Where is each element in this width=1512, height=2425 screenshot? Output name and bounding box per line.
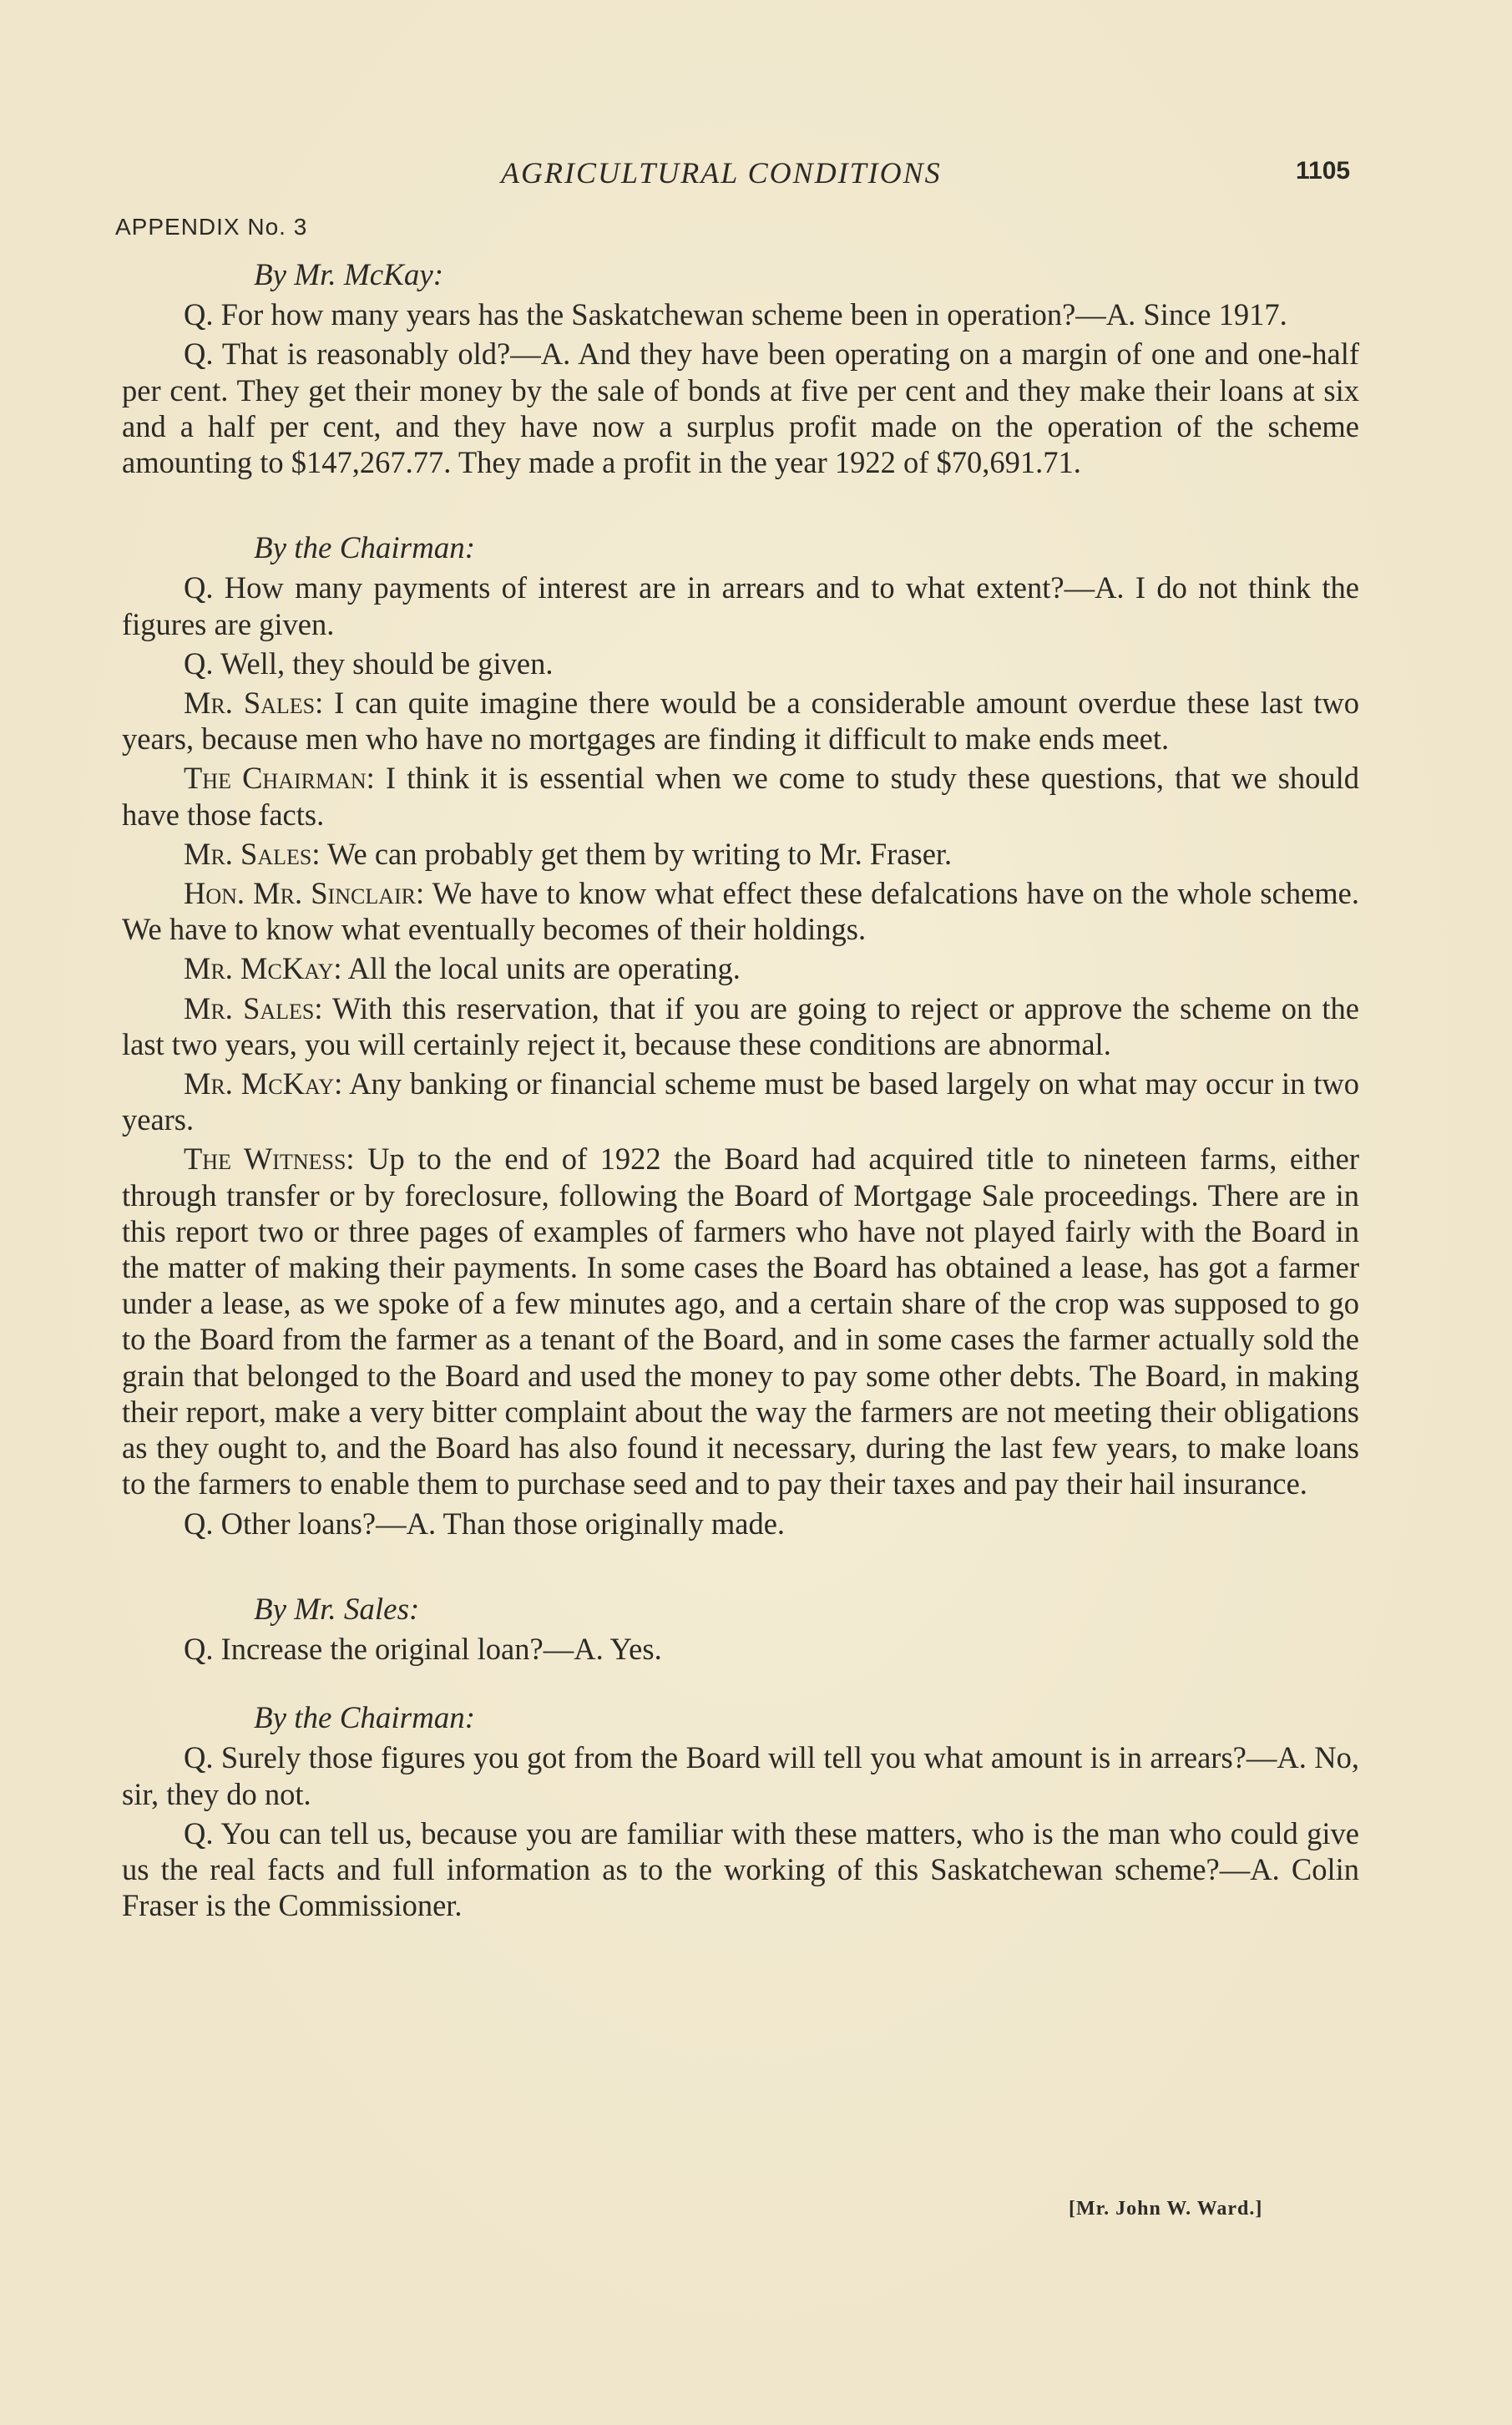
paragraph: Q. Other loans?—A. Than those originally made. — [184, 1506, 786, 1541]
paragraph: Q. Increase the original loan?—A. Yes. — [184, 1631, 662, 1666]
attribution: [Mr. John W. Ward.] — [1069, 2198, 1263, 2220]
speech-text: I can quite imagine there would be a considerable amount overdue these last two years, because men who have no mortgages are finding it difficult to make ends meet. — [122, 686, 1359, 757]
paragraph: Q. For how many years has the Saskatchewan scheme been in operation?—A. Since 1917. — [184, 297, 1287, 332]
running-title: AGRICULTURAL CONDITIONS — [501, 156, 942, 190]
paragraph — [122, 950, 1359, 986]
appendix-label: APPENDIX No. 3 — [115, 214, 308, 240]
paragraph — [122, 875, 1359, 947]
paragraph: Q. That is reasonably old?—A. And they have been operating on a margin of one and one-half per cent. They get their money by the sale of bonds at five per cent and they make their loans at six and a half per cent, and they have now a surplus profit made on the operation of the scheme amounting to $147,267.77. They made a profit in the year 1922 of $70,691.71. — [122, 337, 1359, 480]
paragraph — [122, 685, 1359, 757]
speech-text: With this reservation, that if you are going to reject or approve the scheme on the last two years, you will certainly reject it, because these conditions are abnormal. — [122, 990, 1359, 1061]
speech-text: We have to know what effect these defalcations have on the whole scheme. We have to know what eventually becomes of their holdings. — [122, 876, 1359, 947]
speaker-name: Hon. Mr. Sinclair: — [184, 876, 425, 911]
section-heading: By the Chairman: — [254, 1701, 476, 1736]
paragraph: Q. Well, they should be given. — [184, 645, 554, 681]
speech-text: Any banking or financial scheme must be based largely on what may occur in two years. — [122, 1066, 1359, 1137]
speaker-name: The Chairman: — [184, 761, 375, 796]
speech-text: We can probably get them by writing to Mr. Fraser. — [320, 836, 953, 871]
paragraph: Q. Surely those figures you got from the Board will tell you what amount is in arrears?—A. No, sir, they do not. — [122, 1740, 1359, 1811]
speaker-name: Mr. McKay: — [184, 1066, 343, 1101]
speaker-name: Mr. Sales: — [184, 836, 321, 871]
speech-text: Up to the end of 1922 the Board had acquired title to nineteen farms, either through transfer or by foreclosure, following the Board of Mortgage Sale proceedings. There are in this report two or three pages of examples of farmers who have not played fairly with the Board in the matter of making their payments. In some cases the Board has obtained a lease, has got a farmer under a lease, as we spoke of a few minutes ago, and a certain share of the crop was supposed to go to the Board from the farmer as a tenant of the Board, and in some cases the farmer actually sold the grain that belonged to the Board and used the money to pay some other debts. The Board, in making their report, make a very bitter complaint about the way the farmers are not meeting their obligations as they ought to, and the Board has also found it necessary, during the last few years, to make loans to the farmers to enable them to purchase seed and to pay their taxes and pay their hail insurance. — [122, 1142, 1359, 1501]
speaker-name: Mr. Sales: — [184, 990, 323, 1025]
paragraph: Q. You can tell us, because you are familiar with these matters, who is the man who could give us the real facts and full information as to the working of this Saskatchewan scheme?—A. Colin Fraser is the Commissioner. — [122, 1815, 1359, 1923]
section-heading: By Mr. McKay: — [254, 258, 444, 292]
paragraph — [122, 1066, 1359, 1137]
paragraph — [122, 760, 1359, 832]
page-number: 1105 — [1296, 157, 1351, 185]
speaker-name: Mr. Sales: — [184, 686, 324, 721]
speech-text: I think it is essential when we come to study these questions, that we should have those facts. — [122, 761, 1359, 832]
paragraph — [122, 990, 1359, 1062]
body-text — [122, 257, 1359, 1923]
speaker-name: Mr. McKay: — [184, 951, 342, 986]
paragraph: Q. How many payments of interest are in arrears and to what extent?—A. I do not think the figures are given. — [122, 570, 1359, 641]
section-heading: By Mr. Sales: — [254, 1592, 420, 1627]
paragraph — [122, 1141, 1359, 1501]
running-head — [0, 155, 1512, 197]
speech-text: All the local units are operating. — [341, 951, 741, 986]
section-heading: By the Chairman: — [254, 531, 476, 566]
paragraph — [122, 836, 1359, 872]
speaker-name: The Witness: — [184, 1142, 355, 1177]
